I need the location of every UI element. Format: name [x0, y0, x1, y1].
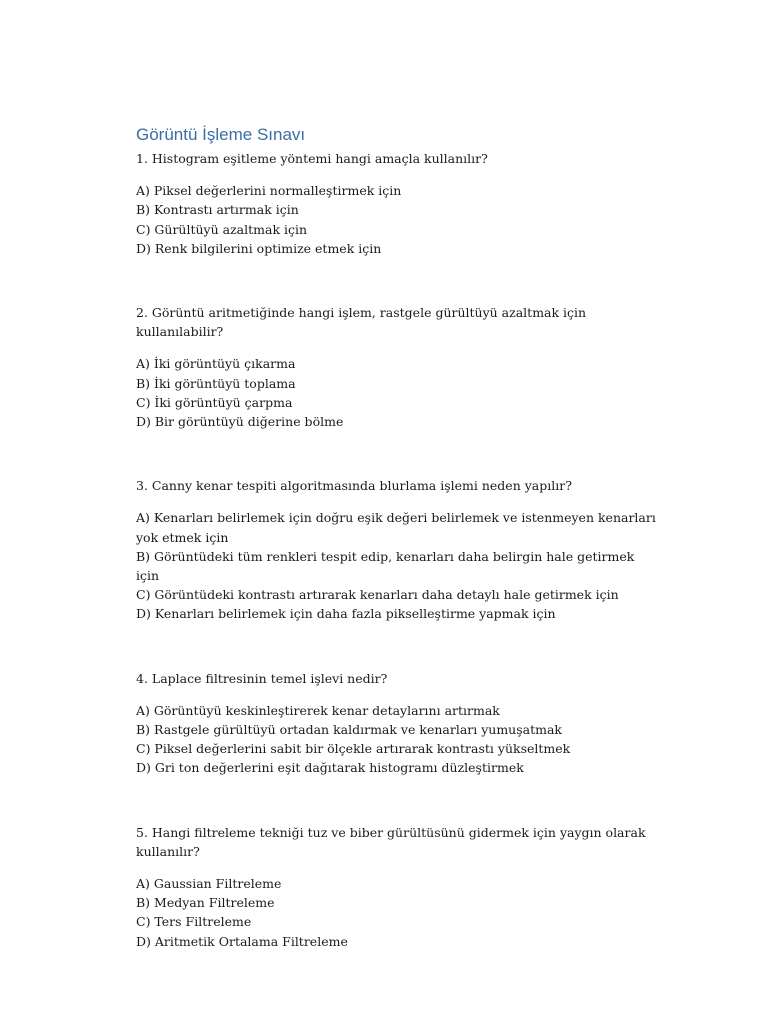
option-c: C) Ters Filtreleme — [136, 914, 252, 930]
question-text: 4. Laplace filtresinin temel işlevi nedir? — [136, 670, 388, 686]
question-block-5 — [136, 823, 656, 951]
option-list — [136, 354, 656, 431]
option-a: A) İki görüntüyü çıkarma — [136, 356, 296, 372]
option-d: D) Renk bilgilerini optimize etmek için — [136, 240, 382, 256]
option-c: C) Görüntüdeki kontrastı artırarak kenarları daha detaylı hale getirmek için — [136, 587, 619, 603]
document-title: Görüntü İşleme Sınavı — [136, 125, 306, 144]
option-b: B) Kontrastı artırmak için — [136, 202, 299, 218]
question-text: 3. Canny kenar tespiti algoritmasında blurlama işlemi neden yapılır? — [136, 478, 572, 494]
option-b: B) Medyan Filtreleme — [136, 895, 275, 911]
option-a: A) Kenarları belirlemek için doğru eşik değeri belirlemek ve istenmeyen kenarları yok etmek için — [136, 510, 656, 545]
option-b: B) Rastgele gürültüyü ortadan kaldırmak ve kenarları yumuşatmak — [136, 722, 563, 738]
option-d: D) Gri ton değerlerini eşit dağıtarak histogramı düzleştirmek — [136, 760, 524, 776]
question-block-4 — [136, 669, 656, 778]
option-d: D) Aritmetik Ortalama Filtreleme — [136, 933, 348, 949]
option-d: D) Bir görüntüyü diğerine bölme — [136, 414, 344, 430]
option-c: C) Gürültüyü azaltmak için — [136, 221, 308, 237]
option-list — [136, 508, 656, 623]
question-text: 1. Histogram eşitleme yöntemi hangi amaçla kullanılır? — [136, 151, 488, 166]
option-b: B) Görüntüdeki tüm renkleri tespit edip, kenarları daha belirgin hale getirmek için — [136, 548, 635, 584]
question-block-1 — [136, 149, 656, 258]
option-list — [136, 874, 656, 951]
option-a: A) Görüntüyü keskinleştirerek kenar detaylarını artırmak — [136, 702, 500, 718]
option-b: B) İki görüntüyü toplama — [136, 375, 296, 391]
option-c: C) İki görüntüyü çarpma — [136, 394, 293, 410]
option-list — [136, 701, 656, 778]
option-c: C) Piksel değerlerini sabit bir ölçekle artırarak kontrastı yükseltmek — [136, 741, 571, 757]
option-a: A) Gaussian Filtreleme — [136, 876, 282, 892]
option-list — [136, 181, 656, 258]
option-a: A) Piksel değerlerini normalleştirmek için — [136, 183, 402, 199]
question-text: 2. Görüntü aritmetiğinde hangi işlem, rastgele gürültüyü azaltmak için kullanılabilir? — [136, 305, 587, 340]
option-d: D) Kenarları belirlemek için daha fazla pikselleştirme yapmak için — [136, 606, 556, 622]
question-text: 5. Hangi filtreleme tekniği tuz ve biber gürültüsünü gidermek için yaygın olarak kullanılır? — [136, 824, 646, 859]
question-block-2 — [136, 303, 656, 431]
document-content — [136, 124, 656, 951]
question-block-3 — [136, 476, 656, 623]
